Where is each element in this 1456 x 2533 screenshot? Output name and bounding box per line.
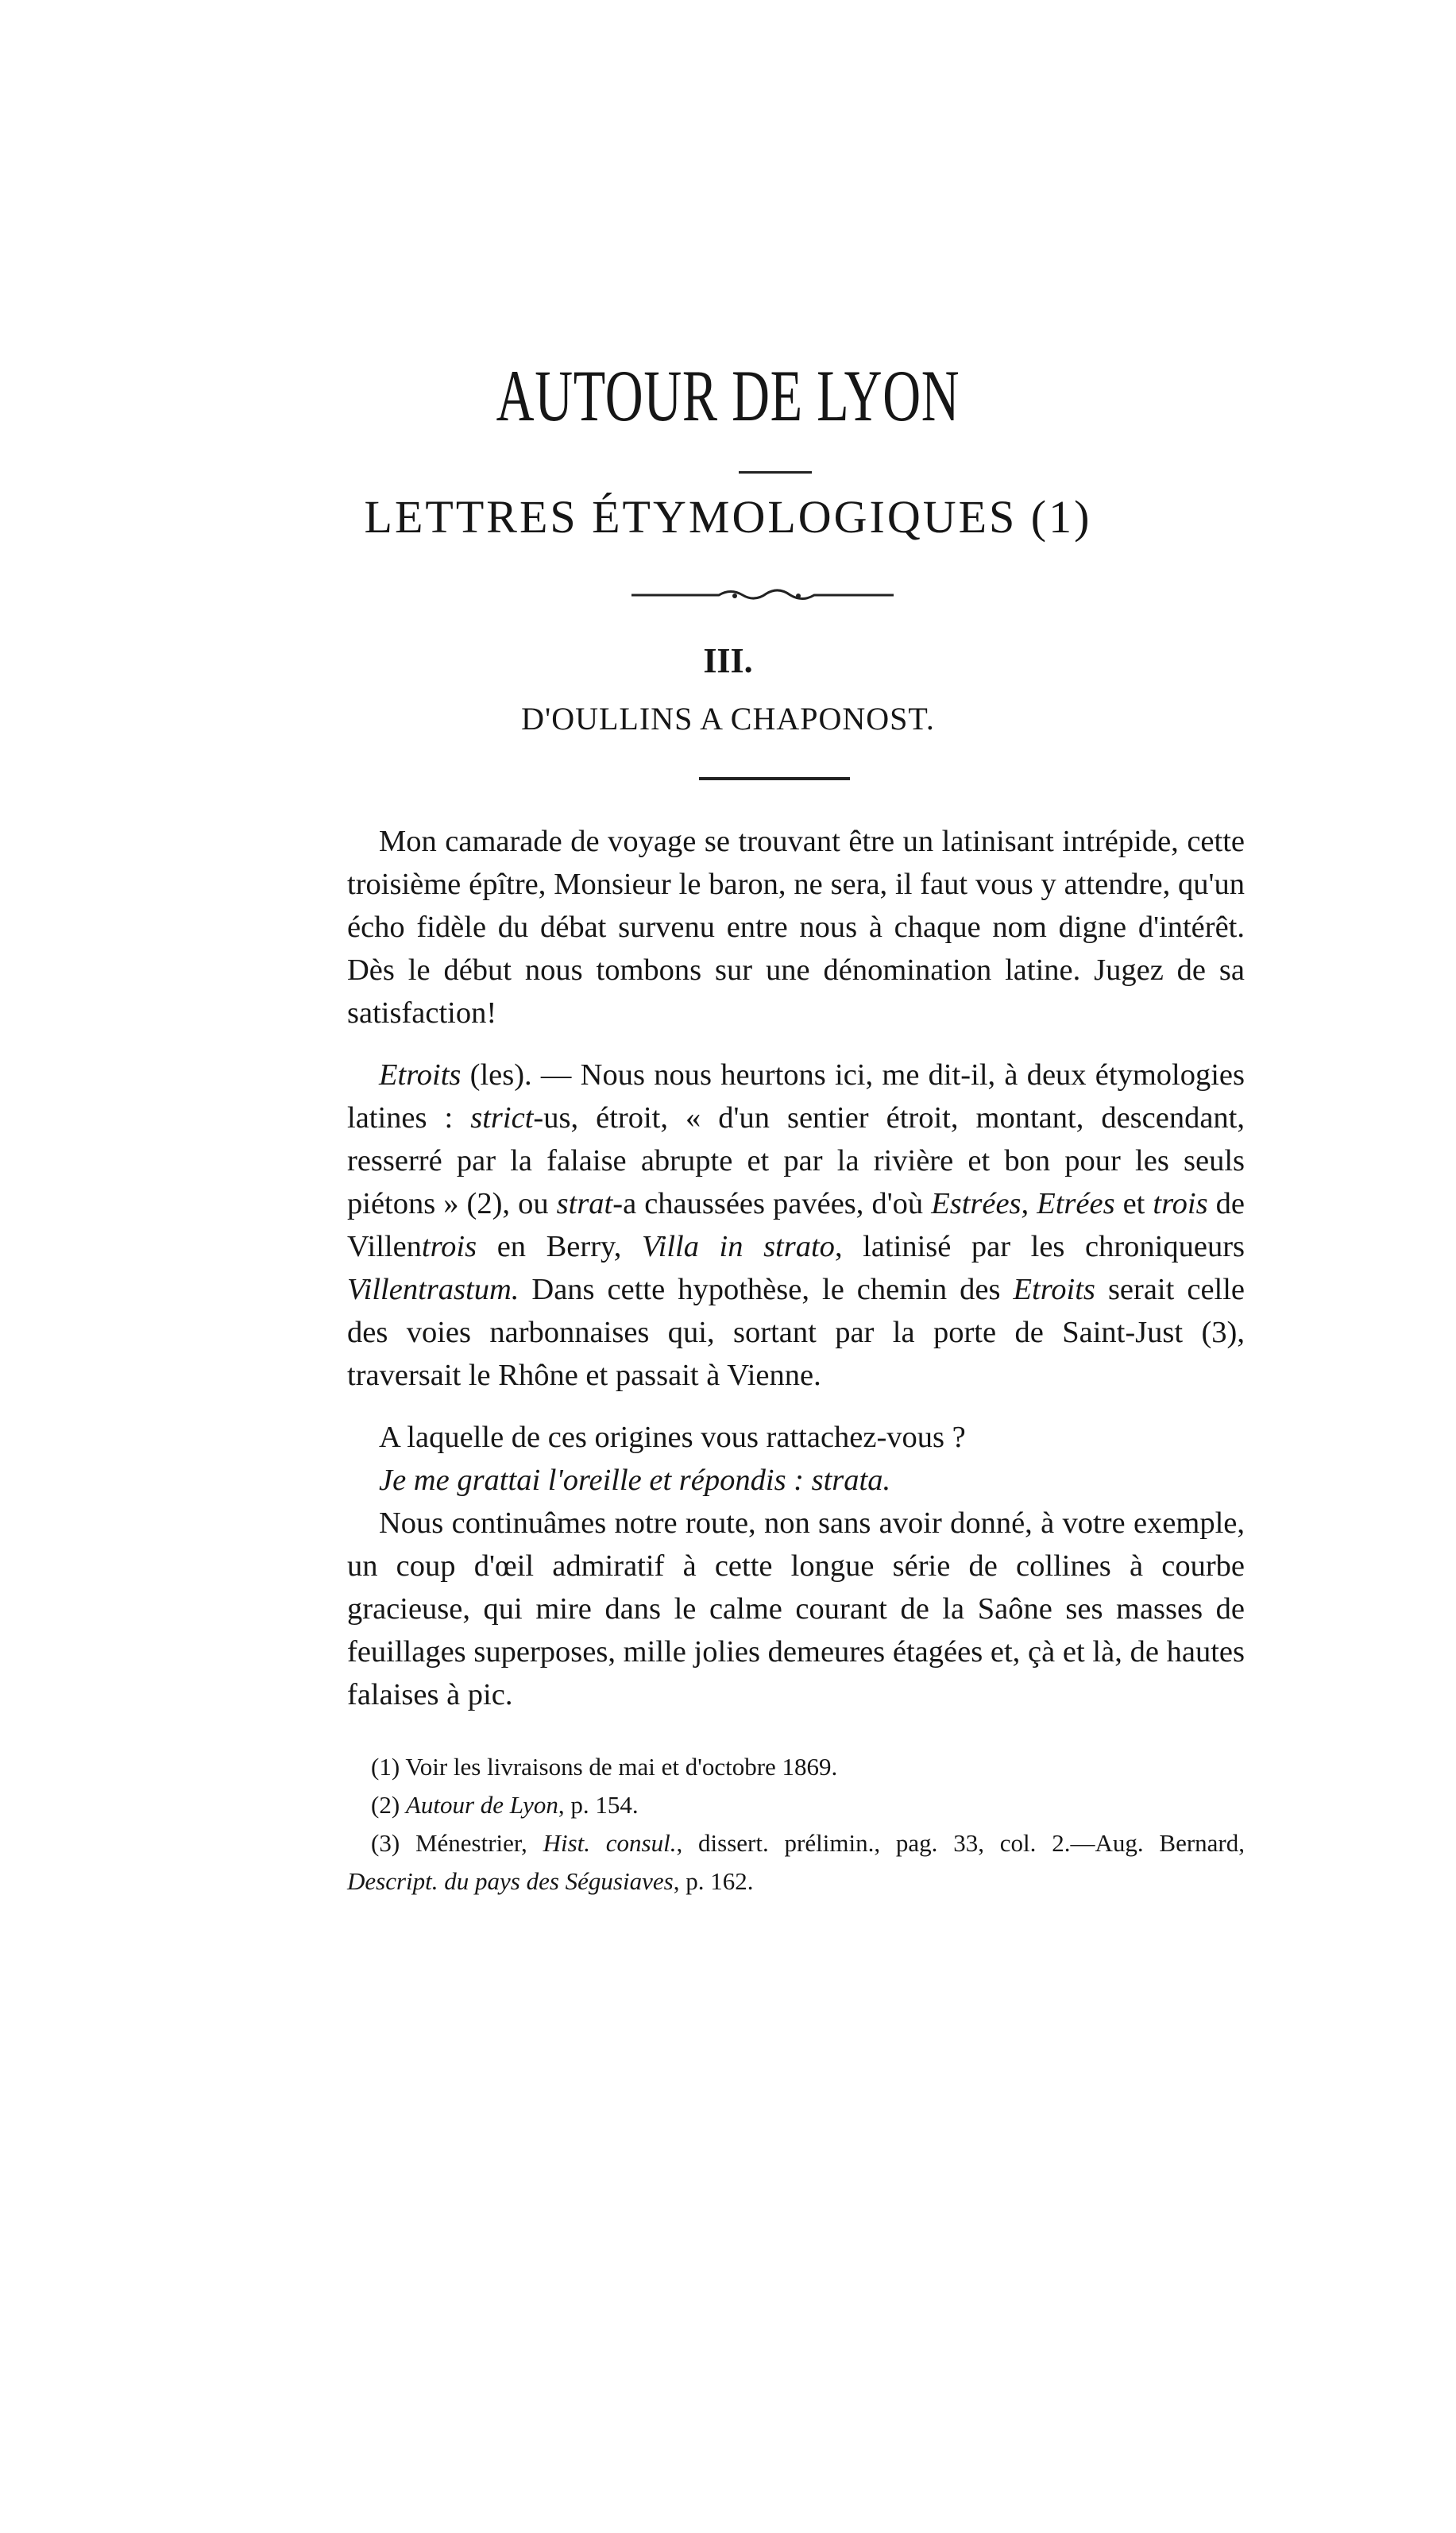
paragraph: Mon camarade de voyage se trouvant être un latinisant intrépide, cette troisième épître, Monsieur le baron, ne sera, il faut vous y attendre, qu'un écho fidèle du débat survenu entre nous à chaque nom digne d'intérêt. Dès le début nous tombons sur une dénomination latine. Jugez de sa satisfaction! <box>347 825 1245 1030</box>
term-etroits-2: Etroits <box>1013 1273 1095 1306</box>
term-trois-2: trois <box>421 1230 477 1263</box>
footnote-2: (2) Autour de Lyon, p. 154. <box>371 1791 639 1819</box>
body-paragraph-1 <box>347 820 1245 1034</box>
term-strict: strict <box>470 1101 534 1135</box>
subtitle: LETTRES ÉTYMOLOGIQUES (1) <box>364 491 1092 543</box>
term-strat: strat <box>556 1187 613 1220</box>
footnote-1: (1) Voir les livraisons de mai et d'octobre 1869. <box>371 1753 838 1781</box>
answer-line: Je me grattai l'oreille et répondis : strata. <box>379 1464 891 1497</box>
term-estrees: Estrées, Etrées <box>931 1187 1115 1220</box>
body-paragraph-3 <box>347 1416 1245 1716</box>
section-rule <box>699 777 850 780</box>
paragraph-etroits: Etroits (les). — Nous nous heurtons ici, me dit-il, à deux étymologies latines : strict-us, étroit, « d'un sentier étroit, montant, descendant, resserré par la falaise abrupte et par la rivière et bon pour les seuls piétons » (2), ou strat-a chaussées pavées, d'où Estrées, Etrées et trois de Villentrois en Berry, Villa in strato, latinisé par les chroniqueurs Villentrastum. Dans cette hypothèse, le chemin des Etroits serait celle des voies narbonnaises qui, sortant par la porte de Saint-Just (3), traversait le Rhône et passait à Vienne. <box>347 1058 1246 1392</box>
body-paragraph-2 <box>347 1054 1245 1397</box>
paragraph-route: Nous continuâmes notre route, non sans avoir donné, à votre exemple, un coup d'œil admiratif à cette longue série de collines à courbe gracieuse, qui mire dans le calme courant de la Saône ses masses de feuillages superposes, mille jolies demeures étagées et, çà et là, de hautes falaises à pic. <box>347 1506 1245 1711</box>
section-title: D'OULLINS A CHAPONOST. <box>521 701 935 737</box>
term-villa: Villa in strato <box>641 1230 835 1263</box>
section-number: III. <box>703 641 753 680</box>
title-rule <box>739 471 812 474</box>
question-line: A laquelle de ces origines vous rattachez-vous ? <box>379 1421 966 1454</box>
footnotes <box>347 1748 1245 1901</box>
footnote-3: (3) Ménestrier, Hist. consul., dissert. prélimin., pag. 33, col. 2.—Aug. Bernard, Descript. du pays des Ségusiaves, p. 162. <box>347 1829 1245 1895</box>
term-etroits: Etroits <box>379 1058 462 1092</box>
term-trois: trois <box>1153 1187 1208 1220</box>
term-villentrastum: Villentrastum. <box>347 1273 519 1306</box>
main-title: AUTOUR DE LYON <box>496 355 960 436</box>
ornament-divider <box>631 583 894 607</box>
